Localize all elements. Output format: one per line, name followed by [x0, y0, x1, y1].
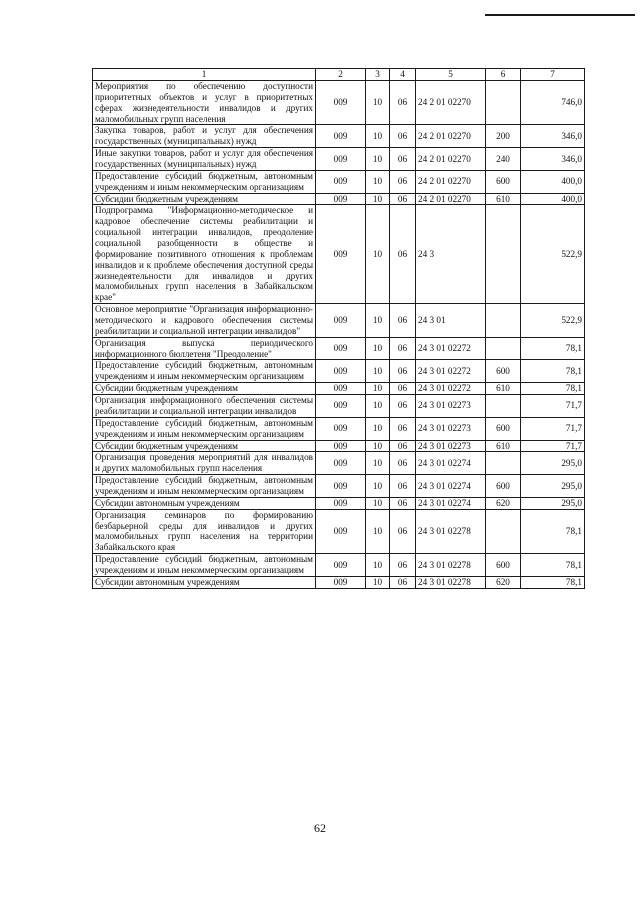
target-article-cell: 24 3 01 02274 — [416, 452, 486, 475]
amount-cell: 71,7 — [521, 417, 585, 440]
expense-type-cell: 610 — [486, 383, 521, 395]
expense-type-cell: 610 — [486, 193, 521, 205]
row-name-cell: Предоставление субсидий бюджетным, автономным учреждениям и иным некоммерческим организациям — [93, 170, 316, 193]
table-row — [93, 170, 585, 193]
row-name-cell: Субсидии бюджетным учреждениям — [93, 193, 316, 205]
header-rule — [485, 14, 635, 16]
table-row — [93, 81, 585, 125]
table-row — [93, 205, 585, 304]
table-row — [93, 554, 585, 577]
table-row — [93, 417, 585, 440]
amount-cell: 295,0 — [521, 497, 585, 509]
grbs-code-cell: 009 — [316, 440, 366, 452]
subsection-code-cell: 06 — [390, 440, 416, 452]
expense-type-cell: 600 — [486, 417, 521, 440]
target-article-cell: 24 3 01 02273 — [416, 440, 486, 452]
target-article-cell: 24 3 01 02274 — [416, 475, 486, 498]
subsection-code-cell: 06 — [390, 148, 416, 171]
subsection-code-cell: 06 — [390, 205, 416, 304]
subsection-code-cell: 06 — [390, 125, 416, 148]
expense-type-cell: 600 — [486, 170, 521, 193]
amount-cell: 746,0 — [521, 81, 585, 125]
subsection-code-cell: 06 — [390, 395, 416, 418]
expense-type-cell — [486, 509, 521, 553]
table-row — [93, 509, 585, 553]
table-row — [93, 395, 585, 418]
grbs-code-cell: 009 — [316, 383, 366, 395]
table-row — [93, 125, 585, 148]
target-article-cell: 24 3 — [416, 205, 486, 304]
header-cell: 1 — [93, 69, 316, 81]
header-cell: 3 — [366, 69, 390, 81]
subsection-code-cell: 06 — [390, 170, 416, 193]
table-row — [93, 452, 585, 475]
subsection-code-cell: 06 — [390, 337, 416, 360]
target-article-cell: 24 3 01 02274 — [416, 497, 486, 509]
amount-cell: 78,1 — [521, 383, 585, 395]
target-article-cell: 24 3 01 02278 — [416, 509, 486, 553]
subsection-code-cell: 06 — [390, 193, 416, 205]
row-name-cell: Субсидии бюджетным учреждениям — [93, 383, 316, 395]
expense-type-cell: 620 — [486, 497, 521, 509]
row-name-cell: Иные закупки товаров, работ и услуг для обеспечения государственных (муниципальных) нужд — [93, 148, 316, 171]
expense-type-cell — [486, 81, 521, 125]
amount-cell: 346,0 — [521, 148, 585, 171]
expense-type-cell: 200 — [486, 125, 521, 148]
row-name-cell: Субсидии автономным учреждениям — [93, 497, 316, 509]
grbs-code-cell: 009 — [316, 304, 366, 338]
subsection-code-cell: 06 — [390, 509, 416, 553]
amount-cell: 71,7 — [521, 440, 585, 452]
table-row — [93, 337, 585, 360]
expense-type-cell — [486, 304, 521, 338]
row-name-cell: Мероприятия по обеспечению доступности приоритетных объектов и услуг в приоритетных сферах жизнедеятельности инвалидов и других маломобильных групп населения — [93, 81, 316, 125]
expense-type-cell: 600 — [486, 475, 521, 498]
section-code-cell: 10 — [366, 205, 390, 304]
section-code-cell: 10 — [366, 170, 390, 193]
header-cell: 2 — [316, 69, 366, 81]
subsection-code-cell: 06 — [390, 497, 416, 509]
row-name-cell: Основное мероприятие "Организация информационно-методического и кадрового обеспечения системы реабилитации и социальной интеграции инвалидов" — [93, 304, 316, 338]
section-code-cell: 10 — [366, 576, 390, 588]
header-cell: 4 — [390, 69, 416, 81]
grbs-code-cell: 009 — [316, 170, 366, 193]
row-name-cell: Субсидии бюджетным учреждениям — [93, 440, 316, 452]
amount-cell: 71,7 — [521, 395, 585, 418]
section-code-cell: 10 — [366, 81, 390, 125]
target-article-cell: 24 2 01 02270 — [416, 193, 486, 205]
header-row — [93, 69, 585, 81]
subsection-code-cell: 06 — [390, 304, 416, 338]
section-code-cell: 10 — [366, 497, 390, 509]
amount-cell: 400,0 — [521, 170, 585, 193]
amount-cell: 400,0 — [521, 193, 585, 205]
header-cell: 6 — [486, 69, 521, 81]
section-code-cell: 10 — [366, 452, 390, 475]
grbs-code-cell: 009 — [316, 81, 366, 125]
table-row — [93, 193, 585, 205]
expense-type-cell — [486, 395, 521, 418]
target-article-cell: 24 3 01 02278 — [416, 576, 486, 588]
expense-type-cell: 600 — [486, 360, 521, 383]
grbs-code-cell: 009 — [316, 193, 366, 205]
row-name-cell: Закупка товаров, работ и услуг для обеспечения государственных (муниципальных) нужд — [93, 125, 316, 148]
target-article-cell: 24 3 01 02272 — [416, 337, 486, 360]
amount-cell: 78,1 — [521, 576, 585, 588]
target-article-cell: 24 3 01 02272 — [416, 383, 486, 395]
section-code-cell: 10 — [366, 475, 390, 498]
expense-type-cell — [486, 337, 521, 360]
grbs-code-cell: 009 — [316, 205, 366, 304]
amount-cell: 346,0 — [521, 125, 585, 148]
expense-type-cell: 600 — [486, 554, 521, 577]
page-number: 62 — [314, 821, 326, 835]
table-row — [93, 383, 585, 395]
section-code-cell: 10 — [366, 193, 390, 205]
grbs-code-cell: 009 — [316, 148, 366, 171]
grbs-code-cell: 009 — [316, 452, 366, 475]
target-article-cell: 24 3 01 02278 — [416, 554, 486, 577]
target-article-cell: 24 3 01 — [416, 304, 486, 338]
subsection-code-cell: 06 — [390, 360, 416, 383]
subsection-code-cell: 06 — [390, 554, 416, 577]
table-row — [93, 360, 585, 383]
target-article-cell: 24 2 01 02270 — [416, 148, 486, 171]
table-row — [93, 440, 585, 452]
section-code-cell: 10 — [366, 304, 390, 338]
grbs-code-cell: 009 — [316, 360, 366, 383]
target-article-cell: 24 2 01 02270 — [416, 125, 486, 148]
table-row — [93, 475, 585, 498]
section-code-cell: 10 — [366, 383, 390, 395]
section-code-cell: 10 — [366, 148, 390, 171]
subsection-code-cell: 06 — [390, 81, 416, 125]
section-code-cell: 10 — [366, 337, 390, 360]
header-cell: 7 — [521, 69, 585, 81]
amount-cell: 78,1 — [521, 360, 585, 383]
row-name-cell: Предоставление субсидий бюджетным, автономным учреждениям и иным некоммерческим организациям — [93, 417, 316, 440]
grbs-code-cell: 009 — [316, 475, 366, 498]
table-row — [93, 304, 585, 338]
amount-cell: 78,1 — [521, 509, 585, 553]
section-code-cell: 10 — [366, 509, 390, 553]
grbs-code-cell: 009 — [316, 417, 366, 440]
grbs-code-cell: 009 — [316, 576, 366, 588]
amount-cell: 522,9 — [521, 304, 585, 338]
expense-type-cell — [486, 205, 521, 304]
row-name-cell: Предоставление субсидий бюджетным, автономным учреждениям и иным некоммерческим организациям — [93, 554, 316, 577]
subsection-code-cell: 06 — [390, 383, 416, 395]
budget-table — [92, 68, 585, 589]
grbs-code-cell: 009 — [316, 395, 366, 418]
subsection-code-cell: 06 — [390, 475, 416, 498]
subsection-code-cell: 06 — [390, 417, 416, 440]
target-article-cell: 24 3 01 02272 — [416, 360, 486, 383]
header-cell: 5 — [416, 69, 486, 81]
grbs-code-cell: 009 — [316, 497, 366, 509]
section-code-cell: 10 — [366, 395, 390, 418]
subsection-code-cell: 06 — [390, 576, 416, 588]
amount-cell: 522,9 — [521, 205, 585, 304]
grbs-code-cell: 009 — [316, 125, 366, 148]
row-name-cell: Подпрограмма "Информационно-методическое и кадровое обеспечение системы реабилитации и социальной интеграции инвалидов, преодоление социальной разобщенности в обществе и формирование позитивного отношения к проблемам инвалидов и к проблеме обеспечения доступной среды жизнедеятельности для инвалидов и других маломобильных групп населения в Забайкальском крае" — [93, 205, 316, 304]
section-code-cell: 10 — [366, 417, 390, 440]
section-code-cell: 10 — [366, 440, 390, 452]
amount-cell: 295,0 — [521, 452, 585, 475]
row-name-cell: Предоставление субсидий бюджетным, автономным учреждениям и иным некоммерческим организациям — [93, 360, 316, 383]
section-code-cell: 10 — [366, 360, 390, 383]
row-name-cell: Организация проведения мероприятий для инвалидов и других маломобильных групп населения — [93, 452, 316, 475]
row-name-cell: Субсидии автономным учреждениям — [93, 576, 316, 588]
target-article-cell: 24 2 01 02270 — [416, 170, 486, 193]
table-row — [93, 497, 585, 509]
subsection-code-cell: 06 — [390, 452, 416, 475]
amount-cell: 78,1 — [521, 337, 585, 360]
section-code-cell: 10 — [366, 125, 390, 148]
grbs-code-cell: 009 — [316, 554, 366, 577]
expense-type-cell — [486, 452, 521, 475]
table-row — [93, 148, 585, 171]
amount-cell: 78,1 — [521, 554, 585, 577]
table-row — [93, 576, 585, 588]
expense-type-cell: 620 — [486, 576, 521, 588]
row-name-cell: Организация информационного обеспечения системы реабилитации и социальной интеграции инвалидов — [93, 395, 316, 418]
expense-type-cell: 610 — [486, 440, 521, 452]
target-article-cell: 24 3 01 02273 — [416, 417, 486, 440]
row-name-cell: Предоставление субсидий бюджетным, автономным учреждениям и иным некоммерческим организациям — [93, 475, 316, 498]
section-code-cell: 10 — [366, 554, 390, 577]
row-name-cell: Организация семинаров по формированию безбарьерной среды для инвалидов и других маломобильных групп населения на территории Забайкальского края — [93, 509, 316, 553]
target-article-cell: 24 2 01 02270 — [416, 81, 486, 125]
expense-type-cell: 240 — [486, 148, 521, 171]
grbs-code-cell: 009 — [316, 337, 366, 360]
grbs-code-cell: 009 — [316, 509, 366, 553]
amount-cell: 295,0 — [521, 475, 585, 498]
target-article-cell: 24 3 01 02273 — [416, 395, 486, 418]
row-name-cell: Организация выпуска периодического информационного бюллетеня "Преодоление" — [93, 337, 316, 360]
